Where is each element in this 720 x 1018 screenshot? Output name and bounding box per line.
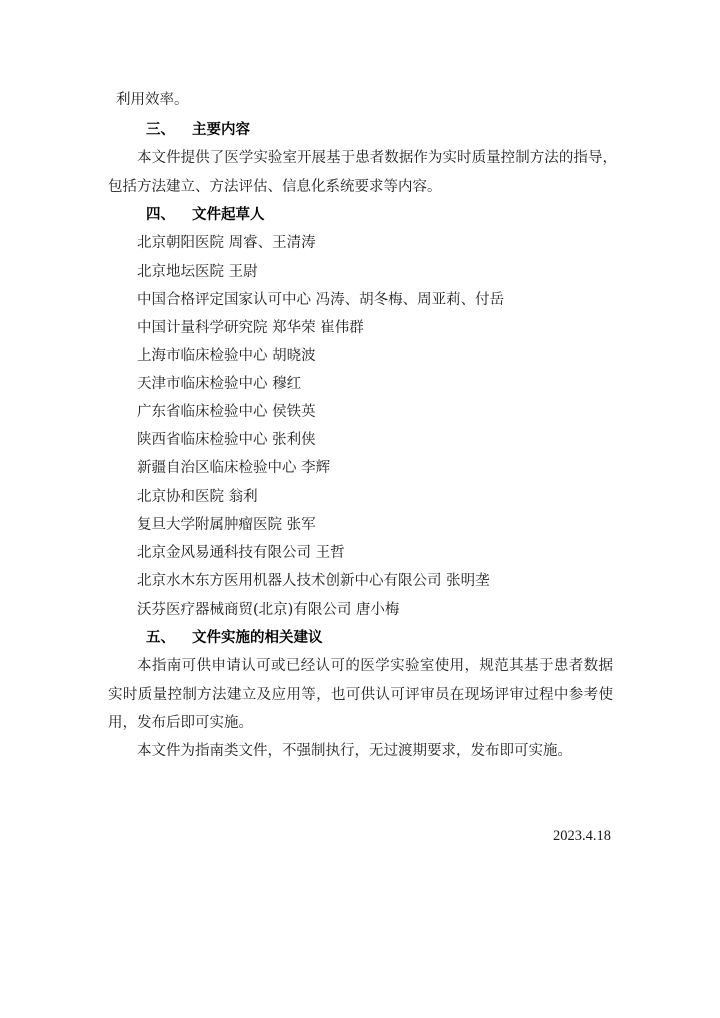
drafter-item: 北京协和医院 翁利 [137,489,258,505]
section-3-paragraph-line-2: 包括方法建立、方法评估、信息化系统要求等内容。 [108,179,442,195]
section-5-number: 五、 [146,630,175,646]
section-3-paragraph-line-1: 本文件提供了医学实验室开展基于患者数据作为实时质量控制方法的指导， [137,150,617,166]
drafter-item: 中国计量科学研究院 郑华荣 崔伟群 [137,320,364,336]
section-5-title: 文件实施的相关建议 [192,630,323,646]
drafter-item: 上海市临床检验中心 胡晓波 [137,348,316,364]
drafter-item: 北京地坛医院 王尉 [137,264,258,280]
section-5-paragraph-2: 本文件为指南类文件，不强制执行，无过渡期要求，发布即可实施。 [137,743,572,759]
drafter-item: 北京水木东方医用机器人技术创新中心有限公司 张明垄 [137,573,490,589]
drafter-item: 复旦大学附属肿瘤医院 张军 [137,517,316,533]
section-5-paragraph-1-line-3: 用，发布后即可实施。 [108,715,253,731]
drafter-item: 广东省临床检验中心 侯铁英 [137,404,316,420]
section-3-title: 主要内容 [192,122,250,138]
drafter-item: 北京金风易通科技有限公司 王哲 [137,545,345,561]
document-date: 2023.4.18 [553,828,611,844]
drafter-item: 沃芬医疗器械商贸(北京)有限公司 唐小梅 [137,602,400,618]
drafter-item: 北京朝阳医院 周睿、王清涛 [137,235,316,251]
intro-tail-text: 利用效率。 [116,92,189,108]
section-4-heading [146,205,265,225]
section-5-paragraph-1-line-2: 实时质量控制方法建立及应用等，也可供认可评审员在现场评审过程中参考使 [108,687,613,703]
drafter-item: 天津市临床检验中心 穆红 [137,376,302,392]
section-4-number: 四、 [146,207,175,223]
drafter-item: 陕西省临床检验中心 张利侠 [137,432,316,448]
drafter-item: 新疆自治区临床检验中心 李辉 [137,460,331,476]
section-3-number: 三、 [146,122,175,138]
section-4-title: 文件起草人 [192,207,265,223]
drafter-item: 中国合格评定国家认可中心 冯涛、胡冬梅、周亚莉、付岳 [137,292,505,308]
section-5-paragraph-1-line-1: 本指南可供申请认可或已经认可的医学实验室使用，规范其基于患者数据 [137,658,613,674]
section-5-heading [146,628,323,648]
section-3-heading [146,120,250,140]
